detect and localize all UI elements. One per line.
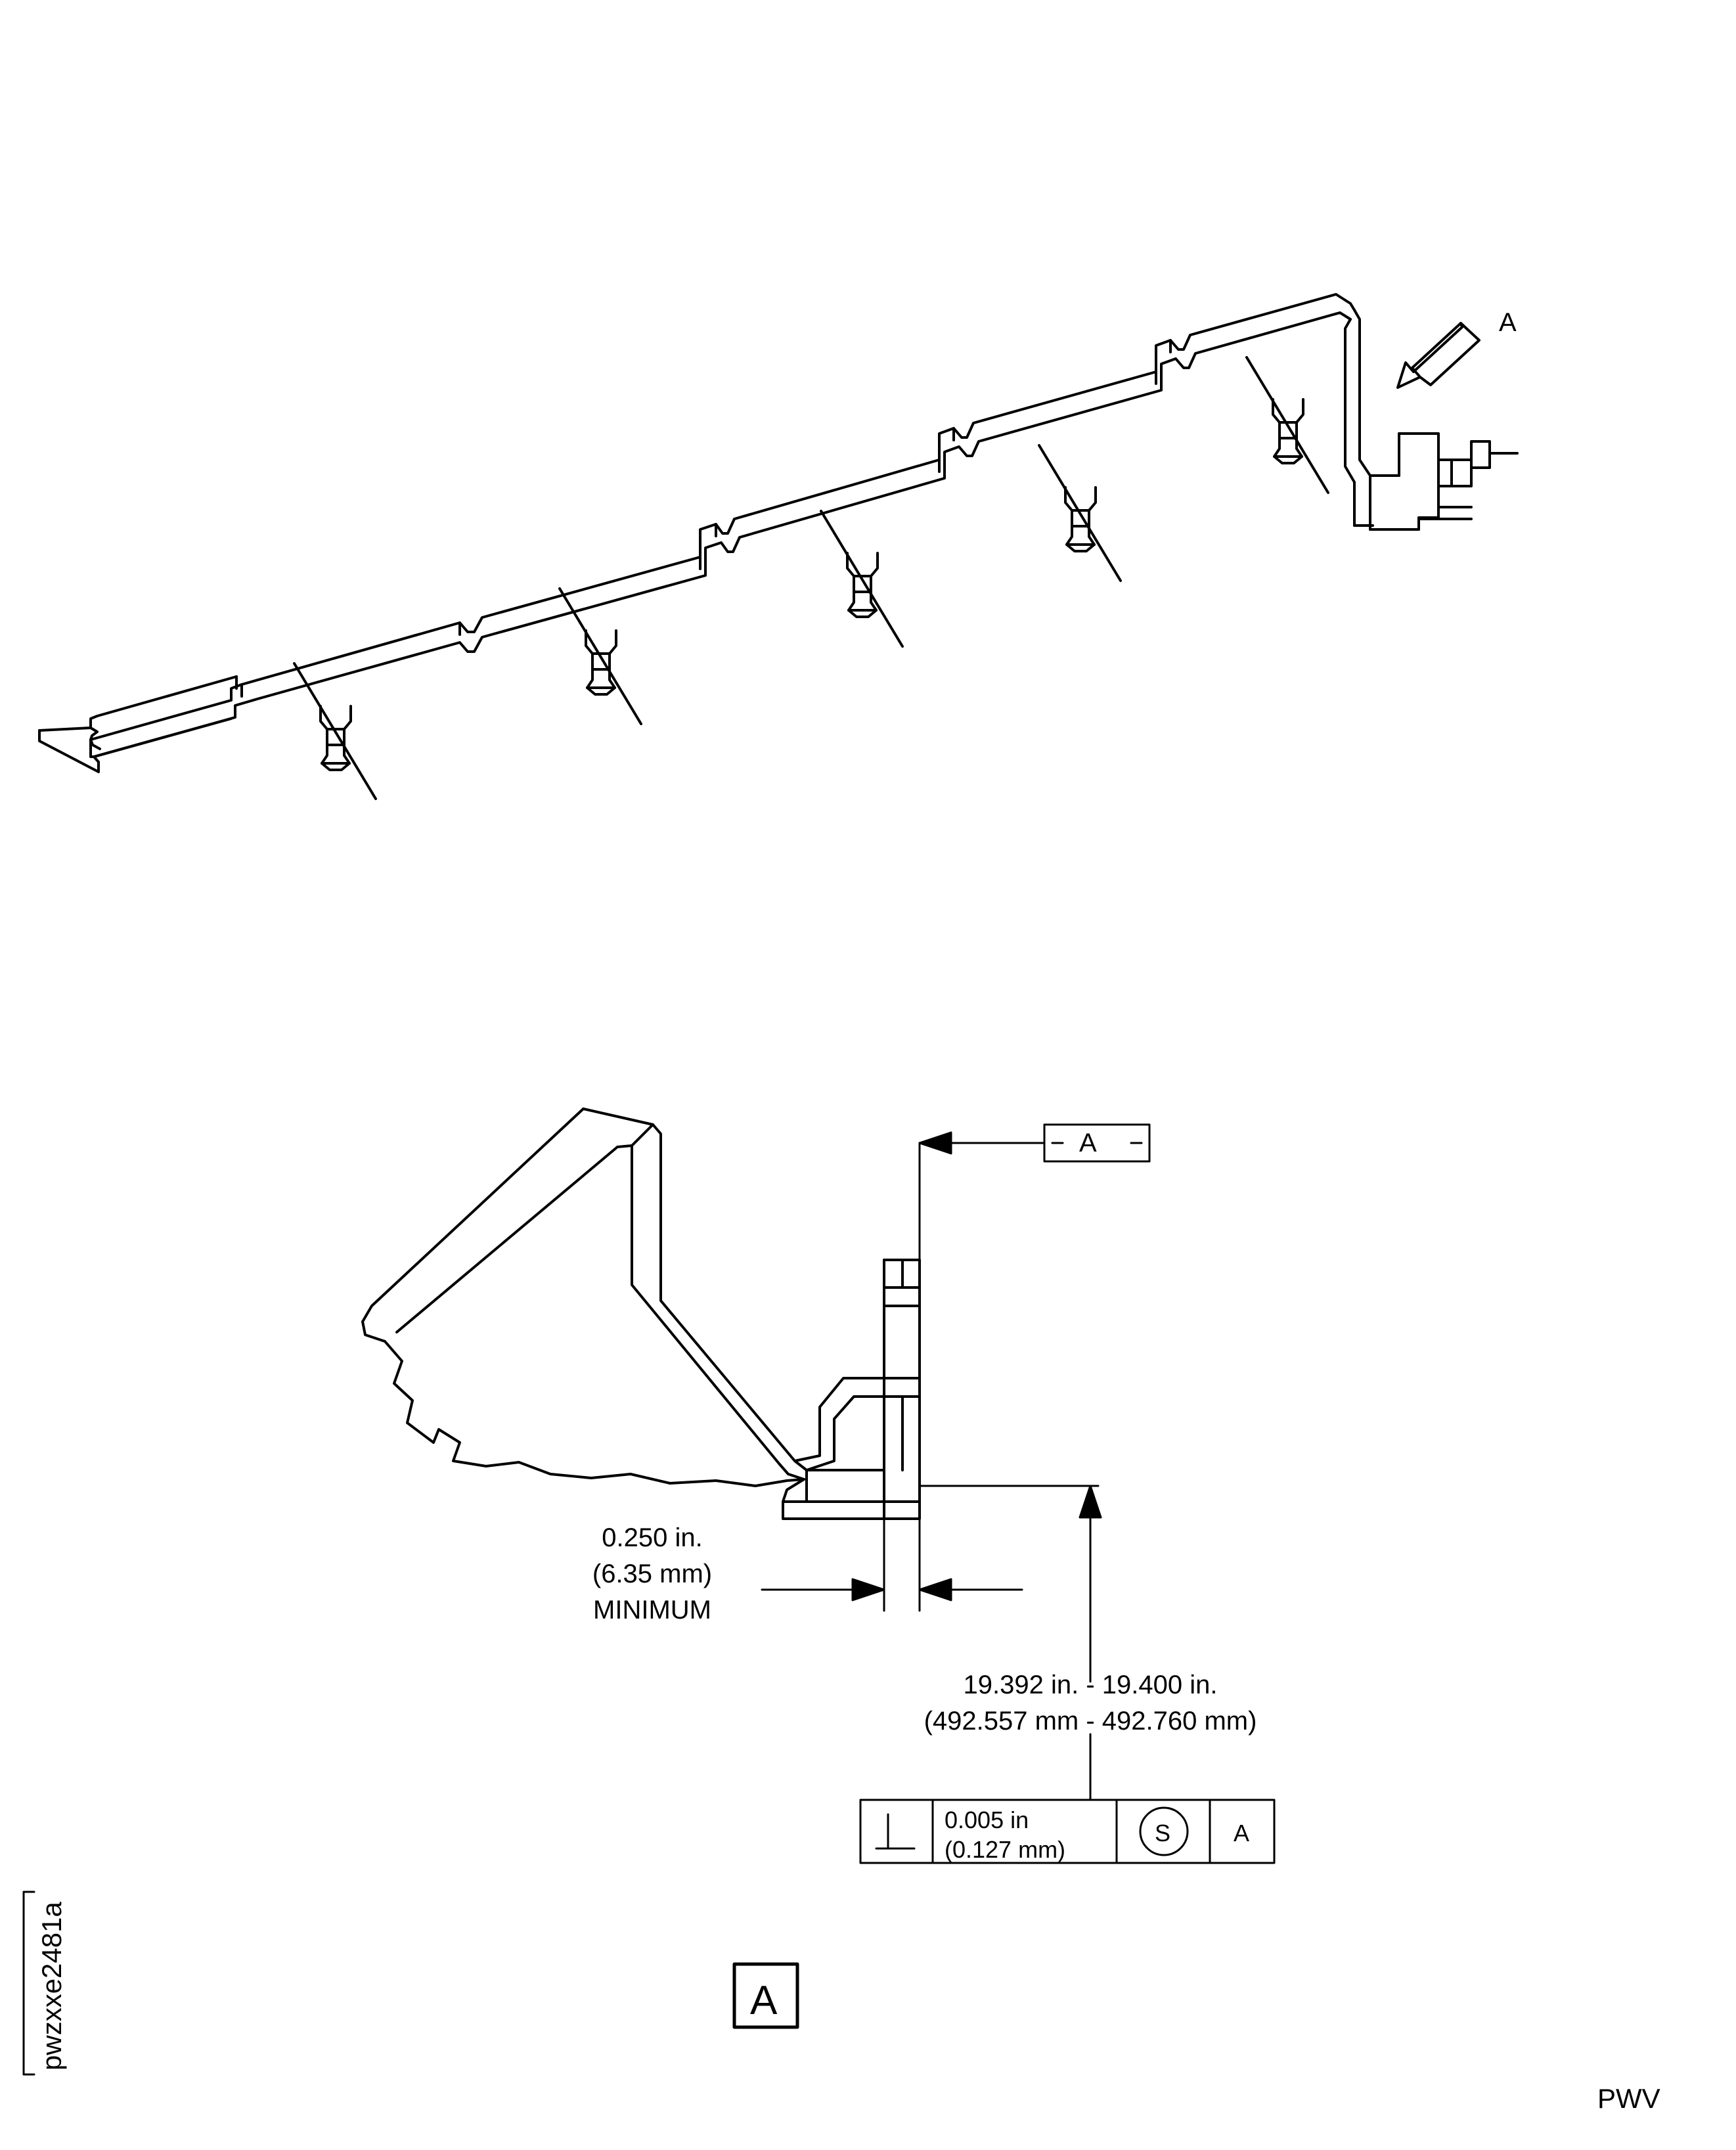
clip-fastener-4: [1039, 445, 1121, 581]
end-bracket-detail: [1385, 434, 1517, 529]
fcf-tolerance-line1: 0.005 in: [945, 1806, 1029, 1833]
figure-id-bracket: [24, 1892, 34, 2074]
section-view-arrow-a: [1398, 323, 1479, 388]
detail-view-annotations: [734, 1125, 1274, 2027]
sheet-corner-code: PWV: [1597, 2083, 1660, 2114]
top-view-rail-assembly: [39, 294, 1517, 799]
clip-fastener-5: [1247, 357, 1328, 493]
datum-feature-label-a: A: [1079, 1129, 1097, 1157]
dimension-length-range-line1: 19.392 in. - 19.400 in.: [963, 1670, 1218, 1699]
section-arrow-label-a: A: [1499, 308, 1517, 337]
clip-fastener-2: [560, 589, 641, 724]
dimension-edge-distance-line2: (6.35 mm): [592, 1559, 713, 1588]
figure-id-code: pwzxxe2481a: [36, 1902, 67, 2071]
fcf-modifier-symbol: S: [1155, 1820, 1171, 1847]
dimension-edge-distance-line1: 0.250 in.: [602, 1523, 703, 1552]
detail-view-a-geometry: [363, 1109, 920, 1519]
clip-fastener-1: [294, 663, 376, 799]
dimension-edge-distance-line3: MINIMUM: [593, 1596, 711, 1624]
dimension-length-range-line2: (492.557 mm - 492.760 mm): [924, 1707, 1257, 1736]
detail-view-label: A: [750, 1978, 778, 2023]
clip-fastener-3: [821, 511, 902, 646]
fcf-tolerance-line2: (0.127 mm): [945, 1836, 1066, 1863]
fcf-datum-reference: A: [1234, 1820, 1250, 1847]
